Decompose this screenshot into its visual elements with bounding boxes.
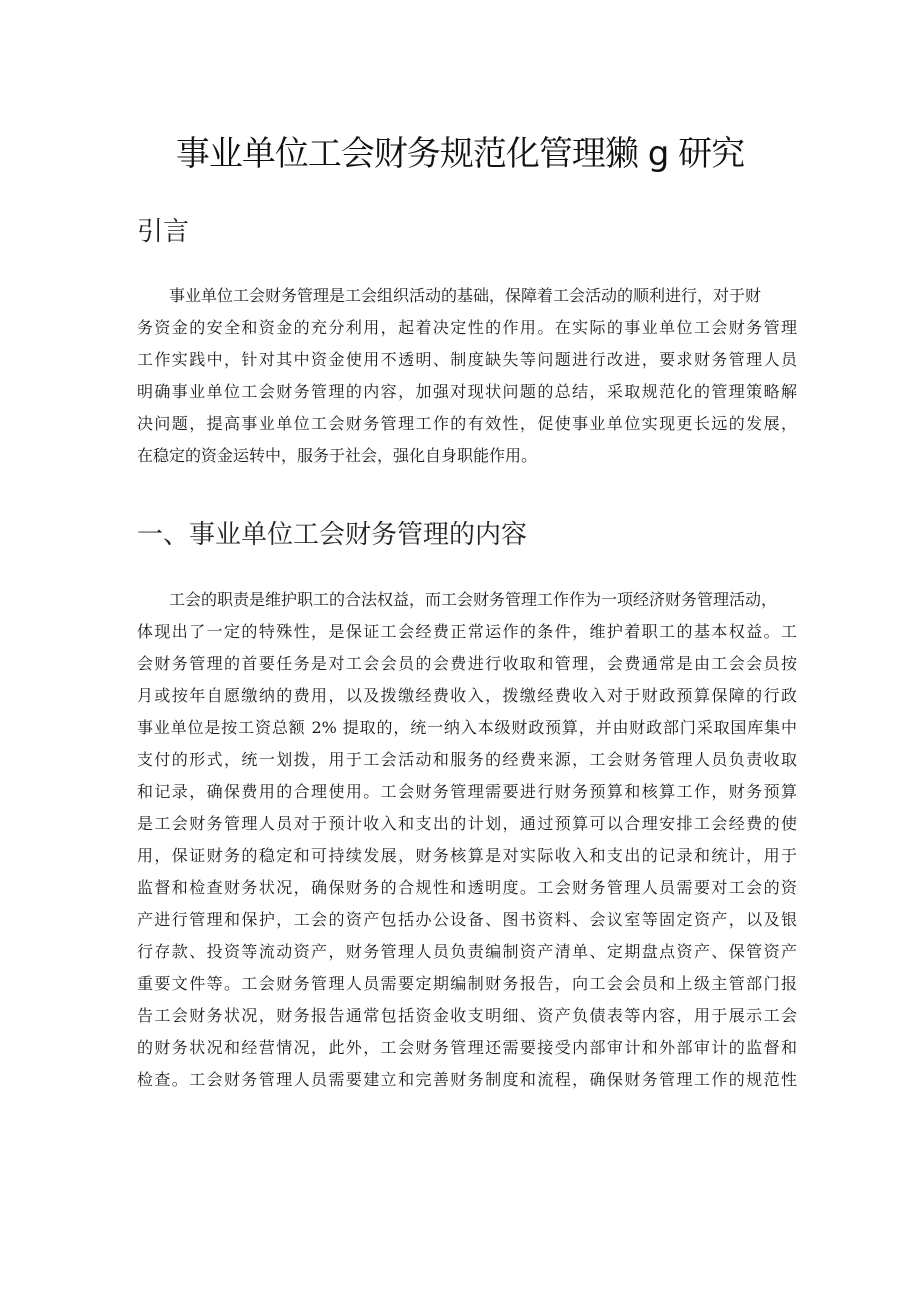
section-paragraph	[137, 584, 797, 1096]
paragraph-line: 月或按年自愿缴纳的费用，以及拨缴经费收入，拨缴经费收入对于财政预算保障的行政	[137, 686, 797, 705]
paragraph-line: 在稳定的资金运转中，服务于社会，强化自身职能作用。	[137, 446, 538, 465]
paragraph-line: 支付的形式，统一划拨，用于工会活动和服务的经费来源，工会财务管理人员负责收取	[137, 750, 797, 769]
paragraph-line: 决问题，提高事业单位工会财务管理工作的有效性，促使事业单位实现更长远的发展，	[137, 414, 797, 433]
intro-heading: 引言	[137, 217, 190, 247]
intro-paragraph	[137, 280, 797, 472]
paragraph-line: 监督和检查财务状况，确保财务的合规性和透明度。工会财务管理人员需要对工会的资	[137, 878, 797, 897]
paragraph-line: 明确事业单位工会财务管理的内容，加强对现状问题的总结，采取规范化的管理策略解	[137, 382, 797, 401]
paragraph-line: 事业单位是按工资总额 2% 提取的，统一纳入本级财政预算，并由财政部门采取国库集中	[137, 718, 797, 737]
paragraph-line: 检查。工会财务管理人员需要建立和完善财务制度和流程，确保财务管理工作的规范性	[137, 1070, 797, 1089]
document-title: 事业单位工会财务规范化管理獭 g 研究	[175, 134, 745, 174]
paragraph-line: 工作实践中，针对其中资金使用不透明、制度缺失等问题进行改进，要求财务管理人员	[137, 350, 797, 369]
paragraph-line: 的财务状况和经营情况，此外，工会财务管理还需要接受内部审计和外部审计的监督和	[137, 1038, 797, 1057]
paragraph-line: 会财务管理的首要任务是对工会会员的会费进行收取和管理，会费通常是由工会会员按	[137, 654, 797, 673]
paragraph-line: 是工会财务管理人员对于预计收入和支出的计划，通过预算可以合理安排工会经费的使	[137, 814, 797, 833]
paragraph-line: 重要文件等。工会财务管理人员需要定期编制财务报告，向工会会员和上级主管部门报	[137, 974, 797, 993]
paragraph-line: 告工会财务状况，财务报告通常包括资金收支明细、资产负债表等内容，用于展示工会	[137, 1006, 797, 1025]
paragraph-line: 工会的职责是维护职工的合法权益，而工会财务管理工作作为一项经济财务管理活动，	[169, 590, 778, 609]
paragraph-line: 事业单位工会财务管理是工会组织活动的基础，保障着工会活动的顺利进行，对于财	[169, 286, 762, 305]
section-heading: 一、事业单位工会财务管理的内容	[137, 520, 528, 550]
paragraph-line: 产进行管理和保护，工会的资产包括办公设备、图书资料、会议室等固定资产，以及银	[137, 910, 797, 929]
paragraph-line: 行存款、投资等流动资产，财务管理人员负责编制资产清单、定期盘点资产、保管资产	[137, 942, 797, 961]
paragraph-line: 用，保证财务的稳定和可持续发展，财务核算是对实际收入和支出的记录和统计，用于	[137, 846, 797, 865]
paragraph-line: 体现出了一定的特殊性，是保证工会经费正常运作的条件，维护着职工的基本权益。工	[137, 622, 797, 641]
paragraph-line: 务资金的安全和资金的充分利用，起着决定性的作用。在实际的事业单位工会财务管理	[137, 318, 797, 337]
paragraph-line: 和记录，确保费用的合理使用。工会财务管理需要进行财务预算和核算工作，财务预算	[137, 782, 797, 801]
